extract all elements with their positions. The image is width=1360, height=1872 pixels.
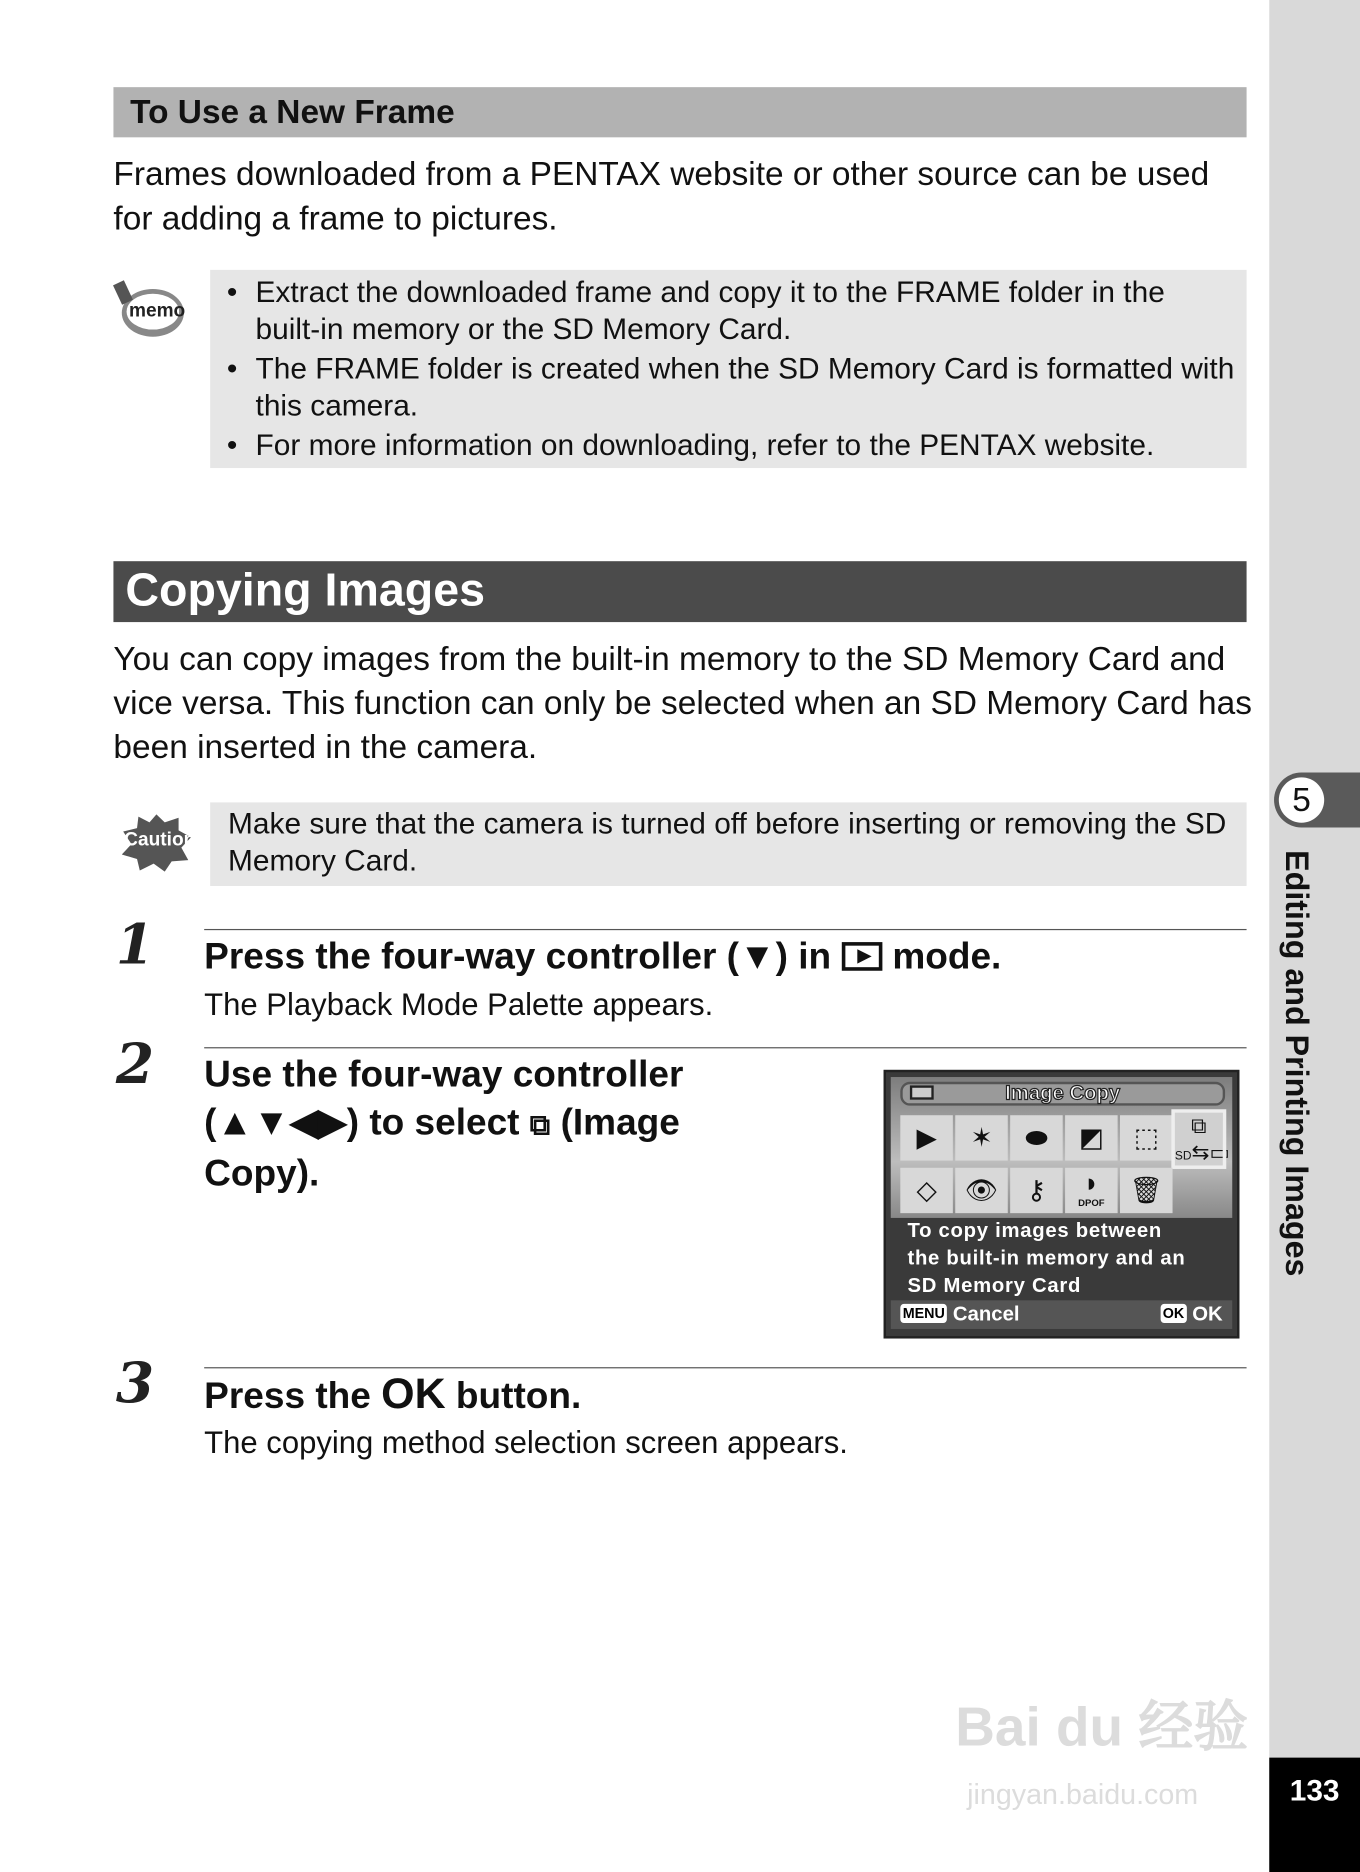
step-1-title: Press the four-way controller (▼) in mode. [204,934,1002,977]
step-3-result: The copying method selection screen appears. [204,1424,848,1461]
copy-intro: You can copy images from the built-in memory to the SD Memory Card and vice versa. This function can only be selected when an SD Memory Card has been inserted in the camera. [113,640,1252,766]
chapter-number: 5 [1279,777,1324,822]
step-2-title: Use the four-way controller (▲▼◀▶) to select ⧉ (Image Copy). [204,1053,684,1195]
chapter-title: Editing and Printing Images [1278,850,1315,1277]
delete-icon[interactable]: 🗑 [1120,1168,1173,1213]
divider [204,1367,1246,1368]
ok-key: OK [1160,1304,1186,1323]
filter-icon[interactable]: ✶ [955,1115,1008,1160]
memo-item: • For more information on downloading, refer to the PENTAX website. [210,427,1234,464]
camera-screen-title: Image Copy [900,1082,1225,1106]
cropping-icon[interactable]: ⬚ [1120,1115,1173,1160]
resize-icon[interactable]: ◩ [1065,1115,1118,1160]
image-copy-icon[interactable]: ⧉ SD⇆▭ [1174,1114,1230,1165]
watermark-logo: Bai du 经验 [955,1695,1249,1758]
page-number: 133 [1269,1758,1360,1872]
slideshow-icon[interactable]: ▶ [900,1115,953,1160]
caution-box: Make sure that the camera is turned off before inserting or removing the SD Memory Card. [210,802,1246,886]
divider [204,1047,1246,1048]
watermark-url: jingyan.baidu.com [967,1779,1199,1812]
image-copy-icon: ⧉ [529,1109,551,1142]
menu-key: MENU [900,1304,947,1323]
ok-button-glyph: OK [381,1368,446,1418]
playback-icon [910,1085,934,1099]
protect-key-icon[interactable]: ⚷ [1010,1168,1063,1213]
memo-item: • The FRAME folder is created when the SD Memory Card is formatted with this camera. [210,351,1234,425]
memo-icon: memo [117,282,186,342]
step-3-title: Press the OK button. [204,1368,582,1418]
caution-icon: Caution [117,812,196,874]
step-number: 3 [115,1350,155,1415]
rotate-icon[interactable]: ◇ [900,1168,953,1213]
memo-item: • Extract the downloaded frame and copy it to the FRAME folder in the built-in memory or the SD Memory Card. [210,275,1234,349]
frame-intro: Frames downloaded from a PENTAX website or other source can be used for adding a frame to pictures. [113,155,1210,237]
section-heading-copying-images: Copying Images [113,561,1246,622]
chapter-tab [1274,773,1360,828]
section-heading-new-frame: To Use a New Frame [113,87,1246,137]
camera-screen-footer: MENU Cancel OK OK [891,1300,1232,1329]
dpof-icon[interactable]: ◗ DPOF [1065,1168,1118,1213]
step-number: 2 [115,1031,155,1097]
camera-screen-description: To copy images between the built-in memory and an SD Memory Card [907,1219,1186,1297]
divider [204,929,1246,930]
playback-icon [841,942,882,971]
camera-screen [884,1070,1240,1339]
step-1-result: The Playback Mode Palette appears. [204,986,714,1023]
red-eye-icon[interactable]: 👁 [955,1168,1008,1213]
step-number: 1 [115,912,155,977]
memo-box [210,270,1246,468]
frame-icon[interactable]: ⬬ [1010,1115,1063,1160]
